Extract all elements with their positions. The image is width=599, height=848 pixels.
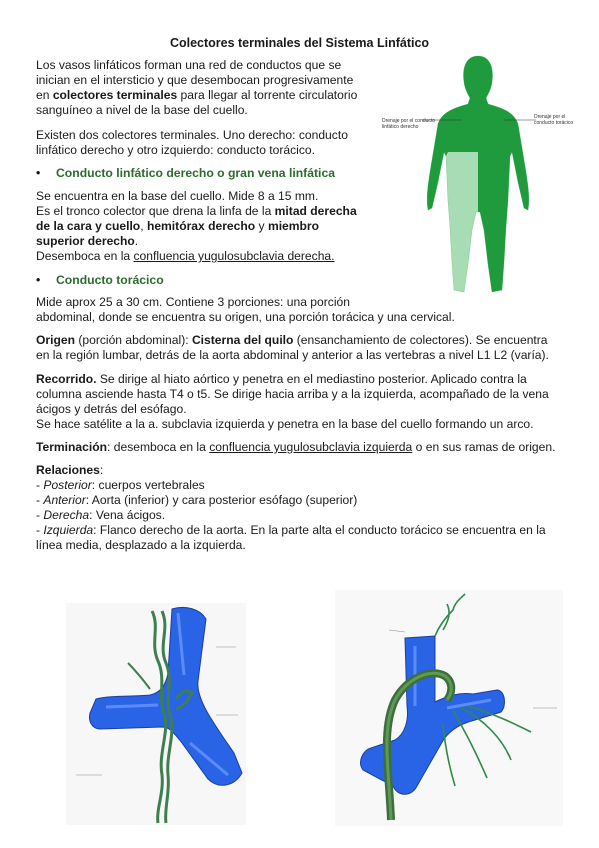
termination-paragraph: Terminación: desemboca en la confluencia yugulosubclavia izquierda o en sus ramas de origen. [36,440,556,454]
vein-illustration-right [335,590,563,826]
two-collectors-paragraph: Existen dos colectores terminales. Uno derecho: conducto linfático derecho y otro izquierdo: conducto torácico. [36,128,348,157]
vein-illustration-left [66,603,246,825]
label-thoracic-1: Drenaje por el [534,114,566,120]
label-right-duct-1: Drenaje por el conducto [382,118,436,124]
right-duct-paragraph: Se encuentra en la base del cuello. Mide 8 a 15 mm. Es el tronco colector que drena la linfa de la mitad derecha de la cara y cuello, hemitórax derecho y miembro superior derecho. Desemboca en la confluencia yugulosubclavia derecha. [36,189,357,263]
heading-right-lymphatic-duct: • Conducto linfático derecho o gran vena linfática [36,166,335,180]
intro-paragraph: Los vasos linfáticos forman una red de conductos que se inician en el intersticio y que desembocan progresivamente en colectores terminales para llegar al torrente circulatorio sanguíneo a nivel de la base del cuello. [36,58,358,117]
body-drainage-figure [378,52,578,302]
page-title: Colectores terminales del Sistema Linfático [169,36,430,50]
heading-thoracic-duct: • Conducto torácico [36,273,164,287]
thoracic-duct-paragraph: Mide aprox 25 a 30 cm. Contiene 3 porciones: una porción abdominal, donde se encuentra su origen, una porción torácica y una cervical. [36,295,455,324]
relations-list: Relaciones: - Posterior: cuerpos vertebrales - Anterior: Aorta (inferior) y cara posterior esófago (superior) - Derecha: Vena ácigos. - Izquierda: Flanco derecho de la aorta. En la parte alta el conducto torácico se encuentra en la línea media, desplazado a la izquierda. [36,463,546,552]
label-thoracic-2: conducto torácico [534,120,574,126]
course-paragraph: Recorrido. Se dirige al hiato aórtico y penetra en el mediastino posterior. Aplicado contra la columna asciende hasta T4 o t5. Se dirige hacia arriba y a la izquierda, acompañado de la vena ácigos y detrás del esófago. Se hace satélite a la a. subclavia izquierda y penetra en la base del cuello formando un arco. [36,372,549,431]
body-silhouette [427,56,529,292]
origin-paragraph: Origen (porción abdominal): Cisterna del quilo (ensanchamiento de colectores). Se encuentra en la región lumbar, detrás de la aorta abdominal y anterior a las vertebras a nivel L1 L2 (varía). [36,333,549,362]
label-right-duct-2: linfático derecho [382,124,419,130]
